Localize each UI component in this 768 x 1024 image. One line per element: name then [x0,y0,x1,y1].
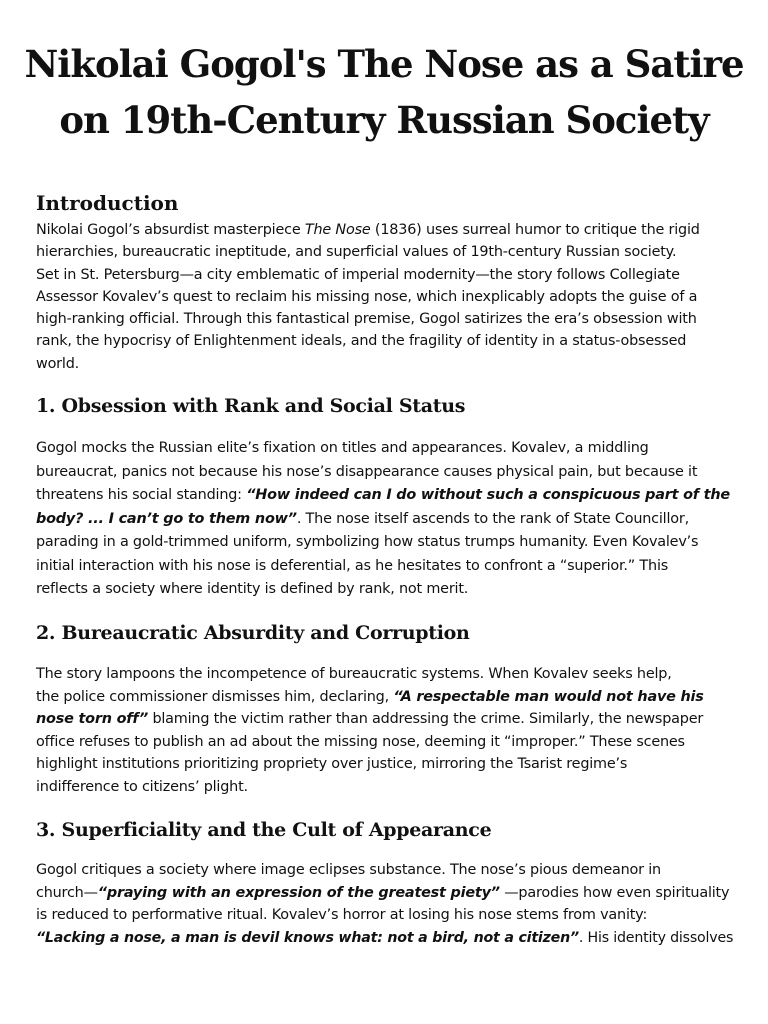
paragraph-line: threatens his social standing: “How indeed can I do without such a conspicuous part of the [36,487,730,503]
quote: nose torn off” [36,711,149,728]
paragraph-line: “Lacking a nose, a man is devil knows what: not a bird, not a citizen”. His identity dissolves [36,929,734,946]
paragraph-line: rank, the hypocrisy of Enlightenment ideals, and the fragility of identity in a status-obsessed [36,333,687,350]
quote: “Lacking a nose, a man is devil knows what: not a bird, not a citizen” [36,929,579,946]
paragraph-line: body? ... I can’t go to them now”. The nose itself ascends to the rank of State Councillor, [36,510,689,527]
section-1-paragraph [36,437,736,602]
introduction-paragraph [36,219,736,375]
paragraph-line: office refuses to publish an ad about the missing nose, deeming it “improper.” These scenes [36,733,685,750]
paragraph-line: Gogol mocks the Russian elite’s fixation on titles and appearances. Kovalev, a middling [36,440,649,456]
paragraph-line: high-ranking official. Through this fantastical premise, Gogol satirizes the era’s obsession with [36,311,697,328]
paragraph-line: indifference to citizens’ plight. [36,778,248,795]
quote: body? ... I can’t go to them now” [36,510,297,527]
paragraph-line: Gogol critiques a society where image eclipses substance. The nose’s pious demeanor in [36,862,661,878]
quote: “praying with an expression of the greatest piety” [97,884,500,901]
paragraph-line: Set in St. Petersburg—a city emblematic of imperial modernity—the story follows Collegiate [36,266,680,283]
quote: “A respectable man would not have his [393,688,704,705]
section-2-paragraph [36,663,736,799]
paragraph-line: the police commissioner dismisses him, declaring, “A respectable man would not have his [36,688,704,705]
paragraph-line: hierarchies, bureaucratic ineptitude, and superficial values of 19th-century Russian society. [36,244,677,261]
paragraph-line: nose torn off” blaming the victim rather than addressing the crime. Similarly, the newspaper [36,711,704,728]
section-2-heading: 2. Bureaucratic Absurdity and Corruption [36,622,470,644]
paragraph-line: The story lampoons the incompetence of bureaucratic systems. When Kovalev seeks help, [36,666,672,682]
paragraph-line: highlight institutions prioritizing propriety over justice, mirroring the Tsarist regime’s [36,756,628,773]
paragraph-line: parading in a gold-trimmed uniform, symbolizing how status trumps humanity. Even Kovalev’s [36,534,699,550]
paragraph-line: initial interaction with his nose is deferential, as he hesitates to confront a “superior.” This [36,557,669,574]
paragraph-line: is reduced to performative ritual. Kovalev’s horror at losing his nose stems from vanity: [36,907,648,923]
work-title: The Nose [304,222,371,238]
document-title [20,36,748,148]
introduction-heading: Introduction [36,191,179,215]
paragraph-line: world. [36,355,79,372]
paragraph-line: Assessor Kovalev’s quest to reclaim his missing nose, which inexplicably adopts the guise of a [36,288,698,305]
section-3-heading: 3. Superficiality and the Cult of Appearance [36,819,492,841]
quote: “How indeed can I do without such a conspicuous part of the [246,487,730,503]
title-line-1: Nikolai Gogol's The Nose as a Satire [24,42,744,86]
section-3-paragraph [36,859,736,949]
section-1-heading: 1. Obsession with Rank and Social Status [36,395,466,417]
paragraph-line: bureaucrat, panics not because his nose’s disappearance causes physical pain, but because it [36,463,698,480]
paragraph-line: church—“praying with an expression of the greatest piety” —parodies how even spirituality [36,884,730,901]
paragraph-line: reflects a society where identity is defined by rank, not merit. [36,581,469,597]
title-line-2: on 19th-Century Russian Society [59,98,709,142]
paragraph-line: Nikolai Gogol’s absurdist masterpiece The Nose (1836) uses surreal humor to critique the rigid [36,222,700,238]
